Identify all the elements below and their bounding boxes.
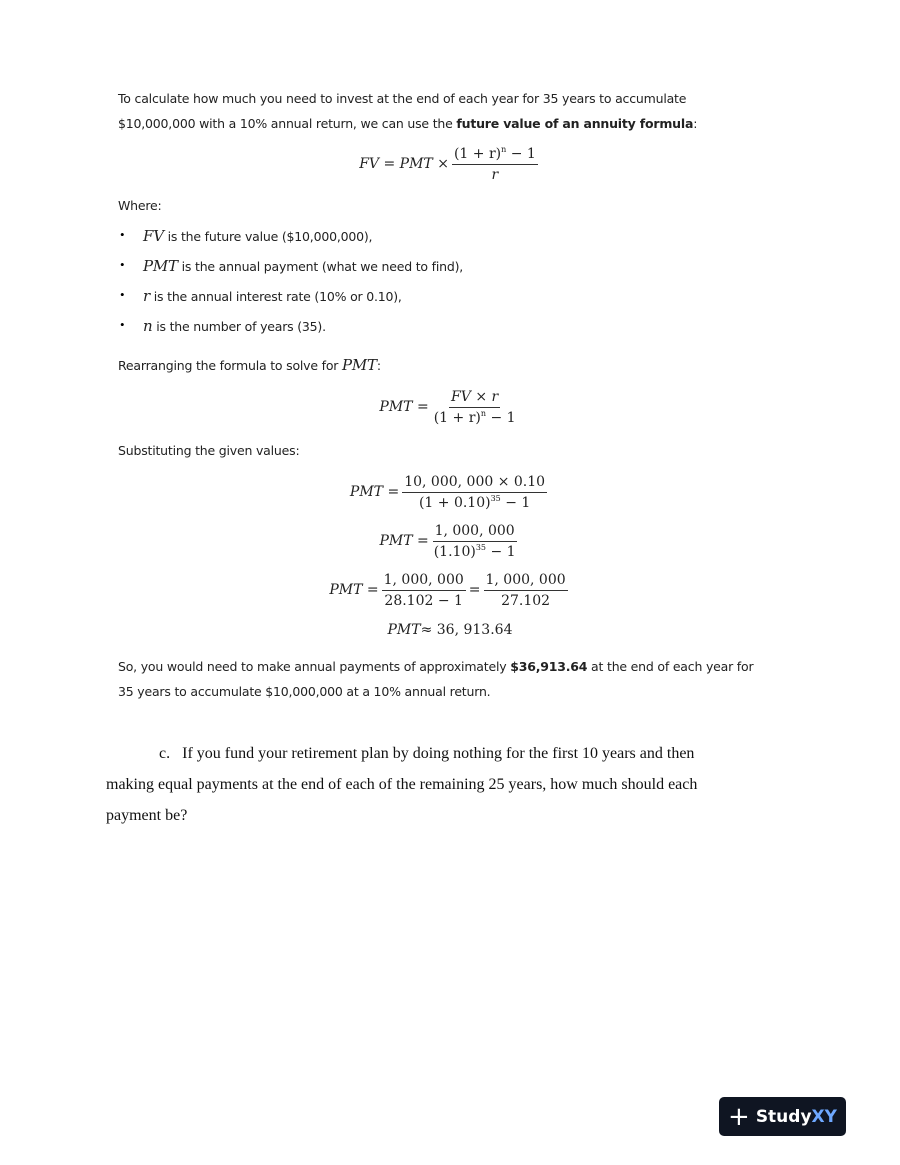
conclusion-text-end: at the end of each year for (587, 659, 754, 674)
where-label: Where: (118, 198, 162, 213)
logo-accent-text: XY (811, 1106, 837, 1127)
rearrange-text: Rearranging the formula to solve for (118, 358, 342, 373)
intro-end: : (693, 116, 698, 131)
intro-line-1: To calculate how much you need to invest at the end of each year for 35 years to accumulate (118, 91, 687, 106)
step-2-lhs: PMT = (379, 533, 429, 549)
formula-pmt-den: (1 + r) (433, 409, 481, 426)
step-4 (0, 618, 900, 642)
plus-icon: + (728, 1101, 750, 1132)
rearrange-end: : (376, 358, 381, 373)
step-4-result: ≈ 36, 913.64 (420, 622, 513, 638)
step-1-lhs: PMT = (349, 484, 400, 500)
bullet-dot: • (120, 317, 125, 332)
formula-pmt-num: FV × r (449, 389, 500, 408)
symbol-r: r (143, 287, 150, 305)
step-3-num-2: 1, 000, 000 (484, 572, 568, 591)
definition-n (143, 317, 326, 335)
step-3-fraction-2 (484, 572, 568, 609)
formula-fv-num-tail: − 1 (506, 145, 536, 162)
definition-text: is the annual interest rate (10% or 0.10), (149, 289, 402, 304)
conclusion-line-1 (118, 659, 753, 674)
logo-text: Study (755, 1106, 812, 1127)
symbol-fv: FV (143, 227, 164, 245)
step-2-fraction (432, 523, 518, 560)
symbol-pmt: PMT (342, 356, 377, 374)
step-2 (0, 519, 900, 563)
formula-pmt-den-tail: − 1 (486, 409, 516, 426)
question-line-2: making equal payments at the end of each of the remaining 25 years, how much should each (106, 776, 698, 793)
step-1-den-tail: − 1 (500, 494, 531, 511)
step-1-num: 10, 000, 000 × 0.10 (402, 474, 547, 493)
definition-r (143, 287, 402, 305)
conclusion-text: So, you would need to make annual payments of approximately (118, 659, 511, 674)
rearrange-line (118, 356, 381, 374)
formula-fv-den: r (491, 166, 499, 183)
step-1-fraction (402, 474, 547, 511)
definition-fv (143, 227, 372, 245)
step-3-den-2: 27.102 (501, 592, 551, 609)
formula-fv-lhs: FV = PMT × (359, 156, 449, 172)
bullet-dot: • (120, 257, 125, 272)
formula-pmt-lhs: PMT = (379, 399, 429, 415)
substituting-label: Substituting the given values: (118, 443, 300, 458)
formula-pmt-exp: n (480, 408, 487, 418)
question-label: c. (159, 745, 171, 762)
step-3-equals: = (468, 582, 481, 598)
formula-fv-fraction (452, 146, 538, 183)
question-line-3: payment be? (106, 807, 188, 824)
step-2-num: 1, 000, 000 (433, 523, 517, 542)
step-3-fraction-1 (382, 572, 466, 609)
step-2-exp: 35 (475, 542, 487, 552)
step-1 (0, 470, 900, 514)
definition-text: is the annual payment (what we need to find), (177, 259, 464, 274)
formula-pmt (0, 384, 900, 430)
conclusion-amount: $36,913.64 (510, 659, 588, 674)
conclusion-line-2: 35 years to accumulate $10,000,000 at a 10% annual return. (118, 684, 491, 699)
formula-pmt-fraction (432, 389, 518, 426)
definition-text: is the number of years (35). (152, 319, 326, 334)
symbol-n: n (143, 317, 153, 335)
step-1-den: (1 + 0.10) (418, 494, 491, 511)
question-line-1: If you fund your retirement plan by doing nothing for the first 10 years and then (182, 745, 695, 762)
intro-text: $10,000,000 with a 10% annual return, we can use the (118, 116, 457, 131)
symbol-pmt: PMT (143, 257, 178, 275)
step-3-num-1: 1, 000, 000 (382, 572, 466, 591)
step-2-den-tail: − 1 (486, 543, 516, 560)
step-4-lhs: PMT (387, 622, 421, 638)
bullet-dot: • (120, 287, 125, 302)
intro-line-2 (118, 116, 697, 131)
formula-fv-num: (1 + r) (453, 145, 502, 162)
step-1-exp: 35 (490, 493, 501, 503)
question-c (106, 738, 786, 831)
definition-pmt (143, 257, 463, 275)
bullet-dot: • (120, 227, 125, 242)
step-3 (0, 568, 900, 612)
step-3-den-1: 28.102 − 1 (384, 592, 463, 609)
definition-text: is the future value ($10,000,000), (163, 229, 373, 244)
formula-fv-exp: n (501, 144, 507, 154)
step-3-lhs: PMT = (329, 582, 379, 598)
step-2-den: (1.10) (433, 543, 476, 560)
intro-bold: future value of an annuity formula (456, 116, 694, 131)
formula-fv (0, 142, 900, 186)
studyxy-logo[interactable] (719, 1097, 846, 1136)
